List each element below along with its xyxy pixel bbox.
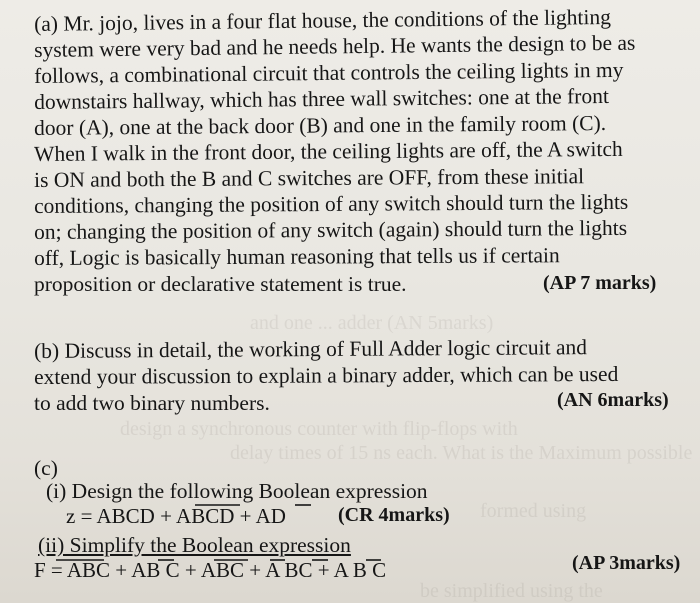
part-c-ii-marks: (AP 3marks) xyxy=(572,552,681,574)
part-a-line-5: door (A), one at the back door (B) and one in the family room (C). xyxy=(34,111,607,140)
show-through-text: delay times of 15 ns each. What is the Maximum possible xyxy=(230,442,693,464)
part-c-ii-text: (ii) Simplify the Boolean expression xyxy=(38,533,351,557)
part-c-ii-expression: F = ABC + AB C + ABC + A BC + A B C xyxy=(34,558,387,582)
part-a-line-10: off, Logic is basically human reasoning that tells us if certain xyxy=(34,243,560,270)
part-c-label: (c) xyxy=(34,456,58,480)
part-a-line-6: When I walk in the front door, the ceiling lights are off, the A switch xyxy=(34,136,623,166)
part-b-line-1: (b) Discuss in detail, the working of Full Adder logic circuit and xyxy=(34,335,588,363)
part-a-marks: (AP 7 marks) xyxy=(543,272,657,294)
part-b-line-3: to add two binary numbers. xyxy=(34,391,270,415)
show-through-text: and one ... adder (AN 5marks) xyxy=(250,312,494,334)
show-through-text: be simplified using the xyxy=(420,580,603,602)
part-b-line-2: extend your discussion to explain a binary adder, which can be used xyxy=(34,361,619,389)
show-through-text: formed using xyxy=(480,500,587,522)
show-through-text: design a synchronous counter with flip-flops with xyxy=(120,418,518,440)
part-c-i-text: (i) Design the following Boolean expression xyxy=(46,479,428,503)
part-a-line-8: conditions, changing the position of any switch should turn the lights xyxy=(34,189,629,218)
part-a-line-1: (a) Mr. jojo, lives in a four flat house, the conditions of the lighting xyxy=(34,4,612,36)
part-a-line-11: proposition or declarative statement is true. xyxy=(34,272,407,296)
part-b-marks: (AN 6marks) xyxy=(557,389,669,411)
part-a-line-4: downstairs hallway, which has three wall switches: one at the front xyxy=(34,83,610,114)
part-c-i-expression: z = ABCD + ABCD + AD xyxy=(66,504,286,528)
part-a-line-3: follows, a combinational circuit that controls the ceiling lights in my xyxy=(34,57,624,88)
part-c-i-marks: (CR 4marks) xyxy=(338,504,450,526)
part-a-line-7: is ON and both the B and C switches are OFF, from these initial xyxy=(34,164,585,192)
part-a-line-9: on; changing the position of any switch (again) should turn the lights xyxy=(34,215,628,244)
part-a-line-2: system were very bad and he needs help. He wants the design to be as xyxy=(34,30,636,62)
